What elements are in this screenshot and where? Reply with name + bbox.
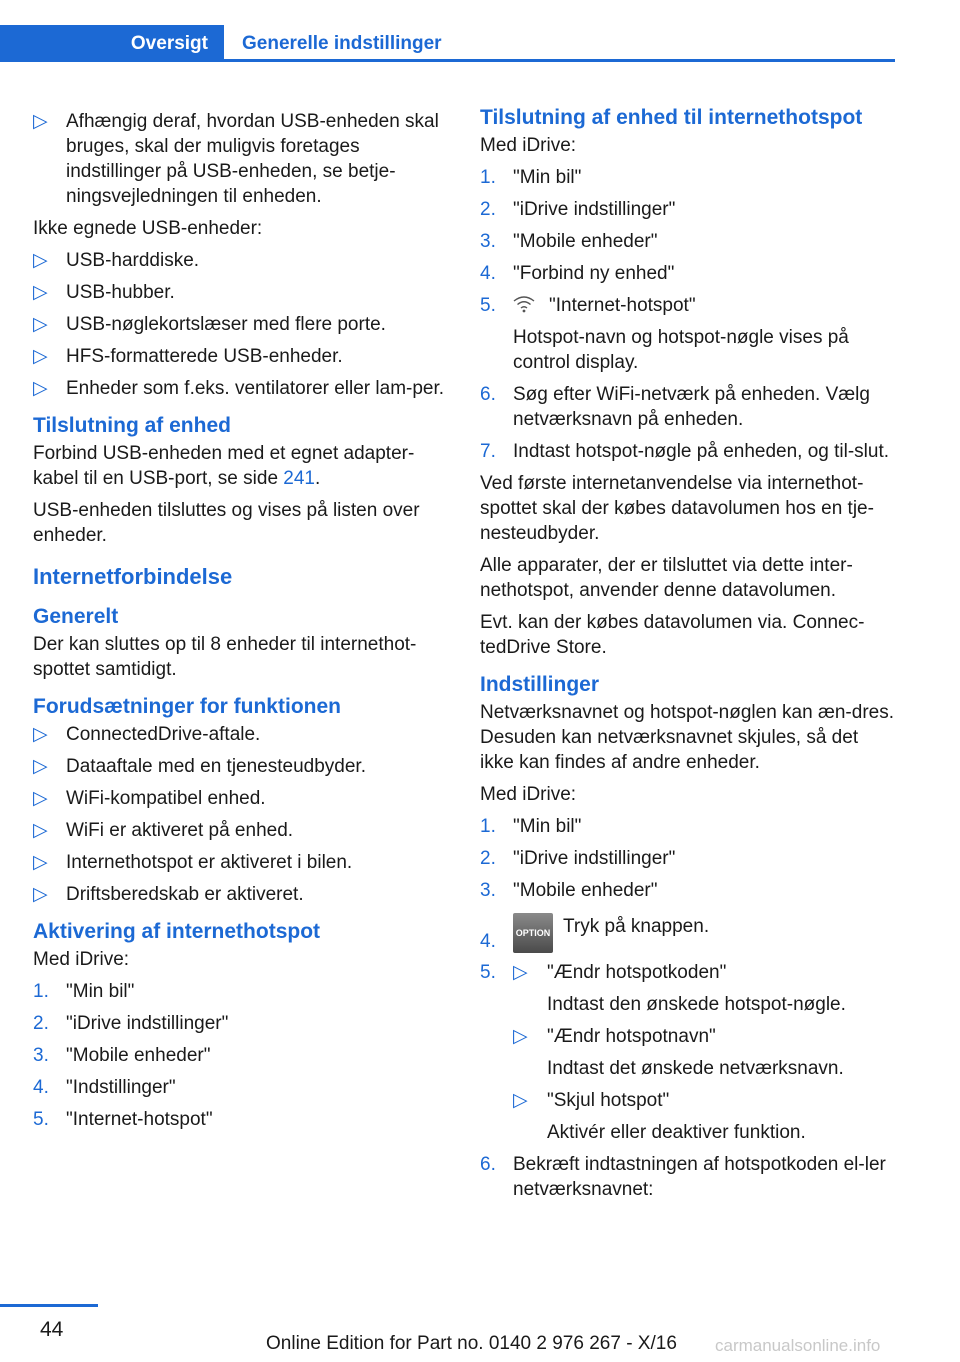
list-item: 3. "Mobile enheder" [480, 880, 658, 901]
settings-text: Netværksnavnet og hotspot-nøglen kan æn-dres. Desuden kan netværksnavnet skjules, så det ikke kan findes af andre enheder. [480, 702, 894, 773]
bullet-arrow-icon: ▷ [33, 756, 48, 777]
tab-oversigt[interactable]: Oversigt [0, 25, 224, 62]
header [0, 0, 895, 62]
activate-heading: Aktivering af internethotspot [33, 920, 321, 943]
settings-steps [480, 814, 895, 1202]
list-item: ▷ "Skjul hotspot" Aktivér eller deaktiver funktion. [513, 1090, 806, 1143]
connect-text: Forbind USB-enheden med et egnet adapter-kabel til en USB-port, se side 241. [33, 443, 415, 489]
bullet-arrow-icon: ▷ [33, 788, 48, 809]
list-item: 3. "Mobile enheder" [33, 1045, 211, 1066]
unsuitable-intro: Ikke egnede USB-enheder: [33, 218, 263, 239]
left-column [33, 103, 445, 1139]
list-item: 3. "Mobile enheder" [480, 231, 658, 252]
bullet-arrow-icon: ▷ [33, 724, 48, 745]
general-heading: Generelt [33, 605, 119, 628]
tab-generelle-indstillinger[interactable]: Generelle indstillinger [242, 33, 442, 54]
unsuitable-list [33, 248, 445, 401]
list-item: ▷ ConnectedDrive-aftale. [33, 724, 261, 745]
hotspot-intro: Med iDrive: [480, 135, 577, 156]
prereq-list [33, 722, 445, 907]
paragraph: Alle apparater, der er tilsluttet via dette inter-nethotspot, anvender denne datavolumen. [480, 555, 853, 601]
activate-steps [33, 979, 445, 1132]
right-column [480, 103, 895, 1209]
list-item: ▷ USB-harddiske. [33, 250, 200, 271]
bullet-arrow-icon: ▷ [33, 111, 48, 132]
edition-text: Online Edition for Part no. 0140 2 976 267 - X/16 [266, 1333, 677, 1354]
list-item: 1. "Min bil" [480, 816, 582, 837]
list-item: 6. Søg efter WiFi-netværk på enheden. Vælg netværksnavn på enheden. [480, 384, 870, 430]
bullet-arrow-icon: ▷ [33, 250, 48, 271]
connect-heading: Tilslutning af enhed [33, 414, 231, 437]
list-item: 2. "iDrive indstillinger" [480, 199, 676, 220]
list-item: ▷ Enheder som f.eks. ventilatorer eller lam-per. [33, 378, 445, 399]
connect-text-2: USB-enheden tilsluttes og vises på listen over enheder. [33, 500, 420, 546]
list-item: 2. "iDrive indstillinger" [33, 1013, 229, 1034]
option-sub-list [513, 960, 895, 1145]
paragraph: Evt. kan der købes datavolumen via. Connec-tedDrive Store. [480, 612, 865, 658]
settings-intro: Med iDrive: [480, 784, 577, 805]
list-item: ▷ "Ændr hotspotnavn" Indtast det ønskede netværksnavn. [513, 1026, 844, 1079]
bullet-arrow-icon: ▷ [33, 378, 48, 399]
prereq-heading: Forudsætninger for funktionen [33, 695, 341, 718]
list-item: 2. "iDrive indstillinger" [480, 848, 676, 869]
activate-intro: Med iDrive: [33, 949, 130, 970]
list-item: 7. Indtast hotspot-nøgle på enheden, og til-slut. [480, 441, 890, 462]
bullet-arrow-icon: ▷ [513, 962, 528, 983]
watermark: carmanualsonline.info [715, 1336, 881, 1355]
settings-heading: Indstillinger [480, 673, 600, 696]
list-item: ▷ "Ændr hotspotkoden" Indtast den ønskede hotspot-nøgle. [513, 962, 846, 1015]
bullet-arrow-icon: ▷ [33, 314, 48, 335]
wifi-icon [513, 295, 535, 313]
page-number: 44 [40, 1318, 64, 1341]
hotspot-heading: Tilslutning af enhed til internethotspot [480, 106, 863, 129]
bullet-arrow-icon: ▷ [513, 1090, 528, 1111]
list-item: ▷ WiFi er aktiveret på enhed. [33, 820, 294, 841]
bullet-arrow-icon: ▷ [513, 1026, 528, 1047]
list-item: ▷ Driftsberedskab er aktiveret. [33, 884, 304, 905]
list-item: 4. "Forbind ny enhed" [480, 263, 675, 284]
list-item: ▷ Internethotspot er aktiveret i bilen. [33, 852, 353, 873]
list-item: ▷ WiFi-kompatibel enhed. [33, 788, 266, 809]
list-item: ▷ HFS-formatterede USB-enheder. [33, 346, 343, 367]
list-item: 6. Bekræft indtastningen af hotspotkoden el-ler netværksnavnet: [480, 1154, 886, 1200]
bullet-arrow-icon: ▷ [33, 346, 48, 367]
list-item: ▷ Dataaftale med en tjenesteudbyder. [33, 756, 366, 777]
hotspot-steps [480, 165, 895, 464]
list-item: 1. "Min bil" [33, 981, 135, 1002]
page-link[interactable]: 241 [283, 468, 315, 489]
list-item: 5. "Internet-hotspot" [33, 1109, 213, 1130]
bullet-arrow-icon: ▷ [33, 282, 48, 303]
option-button-icon: OPTION [513, 913, 553, 953]
bullet-arrow-icon: ▷ [33, 884, 48, 905]
internet-heading: Internetforbindelse [33, 564, 233, 589]
list-item: 4. OPTION Tryk på knappen. [480, 913, 895, 953]
usb-settings-list [33, 109, 445, 209]
list-item: 5. "Internet-hotspot" Hotspot-navn og hotspot-nøgle vises på control display. [480, 295, 849, 373]
list-item: ▷ USB-hubber. [33, 282, 175, 303]
list-item: 5. ▷ "Ændr hotspotkoden" Indtast den ønskede hotspot-nøgle. ▷ "Ændr hotspotnavn" Indtast det ønskede netværksnavn. ▷ "Skjul hotspot" Aktivér eller deaktiver funktion. [480, 960, 895, 1145]
bullet-arrow-icon: ▷ [33, 852, 48, 873]
list-item: ▷ Afhængig deraf, hvordan USB-enheden skal bruges, skal der muligvis foretages indstillinger på USB-enheden, se betje-ningsvejledningen til enheden. [33, 111, 439, 207]
bullet-arrow-icon: ▷ [33, 820, 48, 841]
list-item: 4. "Indstillinger" [33, 1077, 176, 1098]
paragraph: Ved første internetanvendelse via internethot-spottet skal der købes datavolumen hos en tje-nesteudbyder. [480, 473, 874, 544]
header-rule [224, 59, 895, 62]
list-item: ▷ USB-nøglekortslæser med flere porte. [33, 314, 386, 335]
list-item: 1. "Min bil" [480, 167, 582, 188]
footer-rule [0, 1304, 98, 1307]
general-text: Der kan sluttes op til 8 enheder til internethot-spottet samtidigt. [33, 634, 417, 680]
